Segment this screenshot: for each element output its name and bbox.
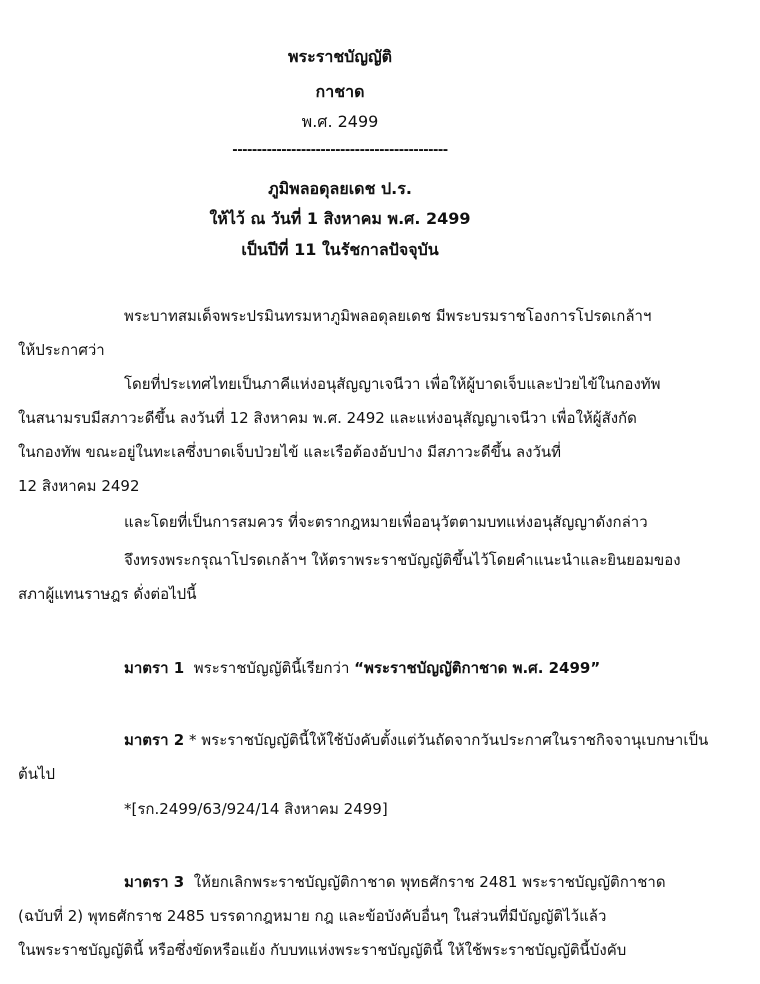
act-subject: กาชาด (315, 82, 365, 101)
preamble-p2-line3: ในกองทัพ ขณะอยู่ในทะเลซึ่งบาดเจ็บป่วยไข้ และเรือต้องอับปาง มีสภาวะดีขึ้น ลงวันที่ (18, 443, 562, 461)
preamble-p4-line1: จึงทรงพระกรุณาโปรดเกล้าฯ ให้ตราพระราชบัญญัติขึ้นไว้โดยคำแนะนำและยินยอมของ (124, 551, 681, 569)
preamble-p1-line1: พระบาทสมเด็จพระปรมินทรมหาภูมิพลอดุลยเดช มีพระบรมราชโองการโปรดเกล้าฯ (124, 307, 652, 325)
section-3-label: มาตรา 3 (124, 873, 185, 891)
section-3-line2: (ฉบับที่ 2) พุทธศักราช 2485 บรรดากฎหมาย กฎ และข้อบังคับอื่นๆ ในส่วนที่มีบัญญัติไว้แล้ว (18, 907, 607, 925)
preamble-p4-line2: สภาผู้แทนราษฎร ดั่งต่อไปนี้ (18, 585, 197, 603)
section-3-line3: ในพระราชบัญญัตินี้ หรือซึ่งขัดหรือแย้ง กับบทแห่งพระราชบัญญัตินี้ ให้ใช้พระราชบัญญัตินี้บังคับ (18, 941, 627, 959)
section-1-act-name: พระราชบัญญัติกาชาด พ.ศ. 2499 (364, 659, 591, 677)
section-1-text: พระราชบัญญัตินี้เรียกว่า (193, 659, 350, 677)
given-date: ให้ไว้ ณ วันที่ 1 สิงหาคม พ.ศ. 2499 (209, 209, 471, 228)
header-divider: -------------------------------------------- (232, 143, 448, 158)
section-1-line (124, 658, 600, 678)
king-name: ภูมิพลอดุลยเดช ป.ร. (268, 179, 412, 198)
section-2-text: * พระราชบัญญัตินี้ให้ใช้บังคับตั้งแต่วันถัดจากวันประกาศในราชกิจจานุเบกษาเป็น (188, 731, 709, 749)
section-2-footnote: *[รก.2499/63/924/14 สิงหาคม 2499] (124, 800, 388, 818)
section-2-label: มาตรา 2 (124, 731, 185, 749)
section-1-label: มาตรา 1 (124, 659, 185, 677)
preamble-p2-line4: 12 สิงหาคม 2492 (18, 477, 140, 495)
section-2-line2: ต้นไป (18, 765, 56, 783)
preamble-p2-line2: ในสนามรบมีสภาวะดีขึ้น ลงวันที่ 12 สิงหาคม พ.ศ. 2492 และแห่งอนุสัญญาเจนีวา เพื่อให้ผู้สังกัด (18, 409, 637, 427)
preamble-p2-line1: โดยที่ประเทศไทยเป็นภาคีแห่งอนุสัญญาเจนีวา เพื่อให้ผู้บาดเจ็บและป่วยไข้ในกองทัพ (124, 375, 661, 393)
section-1-close-quote: ” (590, 659, 601, 677)
preamble-p3-line1: และโดยที่เป็นการสมควร ที่จะตรากฎหมายเพื่ออนุวัตตามบทแห่งอนุสัญญาดังกล่าว (124, 513, 648, 531)
section-3-line1 (124, 872, 666, 892)
section-3-text: ให้ยกเลิกพระราชบัญญัติกาชาด พุทธศักราช 2481 พระราชบัญญัติกาชาด (193, 873, 666, 891)
act-title: พระราชบัญญัติ (288, 47, 392, 66)
preamble-p1-line2: ให้ประกาศว่า (18, 341, 105, 359)
section-2-line1 (124, 730, 708, 750)
section-1-open-quote: “ (354, 659, 365, 677)
reign-year: เป็นปีที่ 11 ในรัชกาลปัจจุบัน (241, 240, 439, 259)
act-year: พ.ศ. 2499 (301, 112, 379, 131)
